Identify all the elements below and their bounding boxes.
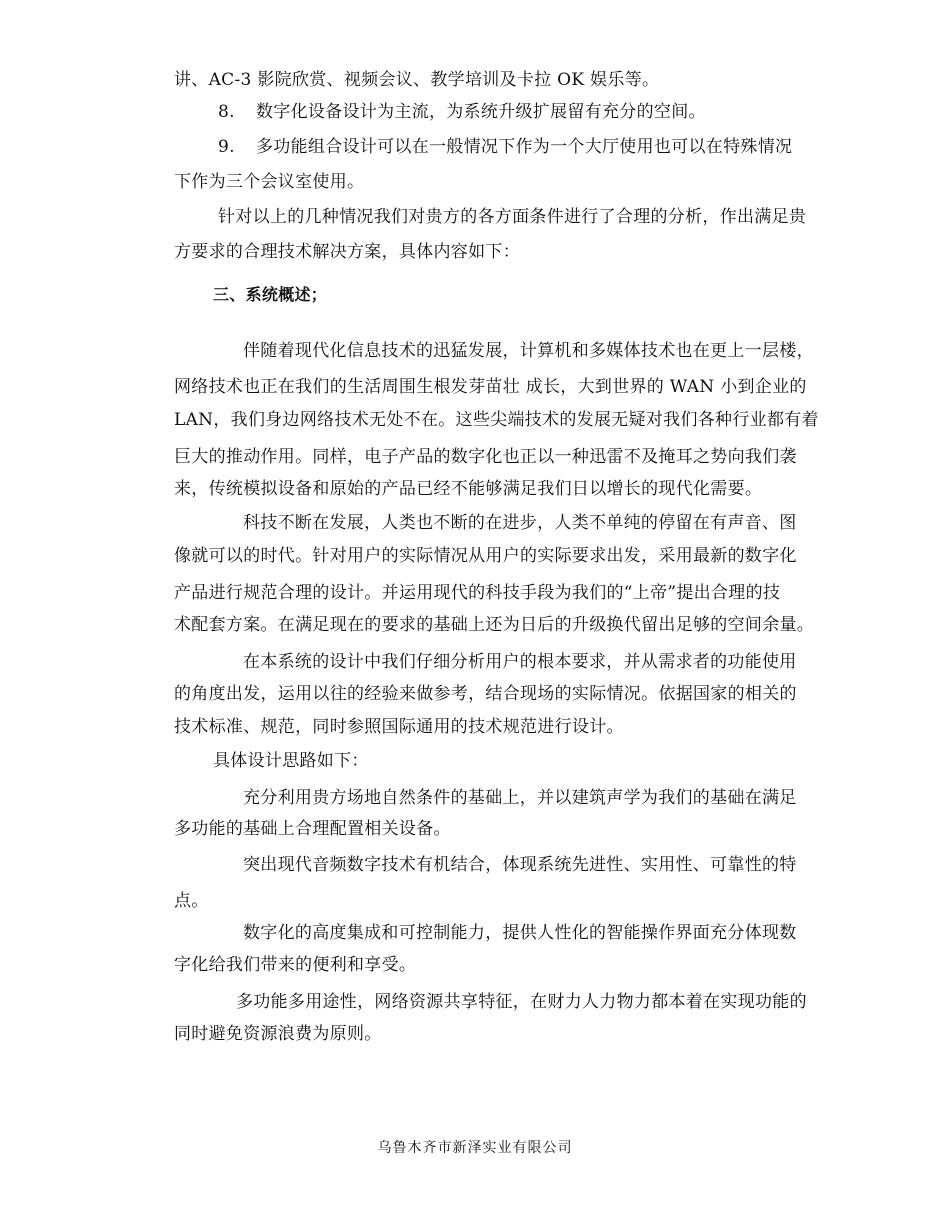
numbered-item-8 [218,101,706,123]
body-text-line: 来，传统模拟设备和原始的产品已经不能够满足我们日以增长的现代化需要。 [174,479,763,499]
item-text: 数字化设备设计为主流，为系统升级扩展留有充分的空间。 [256,102,706,122]
body-text-line: 科技不断在发展，人类也不断的在进步，人类不单纯的停留在有声音、图 [243,513,797,533]
body-text-line: 像就可以的时代。针对用户的实际情况从用户的实际要求出发，采用最新的数字化 [174,546,797,566]
body-text-line: 的角度出发，运用以往的经验来做参考，结合现场的实际情况。依据国家的相关的 [174,684,797,704]
item-text: 多功能组合设计可以在一般情况下作为一个大厅使用也可以在特殊情况 [256,137,793,157]
body-text-line: 字化给我们带来的便利和享受。 [174,955,417,975]
body-text-line: 点。 [174,891,209,911]
body-text-line: 多功能的基础上合理配置相关设备。 [174,819,451,839]
body-text-line: 下作为三个会议室使用。 [174,172,365,192]
body-text-line: LAN，我们身边网络技术无处不在。这些尖端技术的发展无疑对我们各种行业都有着 [174,410,819,430]
body-text-line: 讲、AC-3 影院欣赏、视频会议、教学培训及卡拉 OK 娱乐等。 [174,70,660,90]
page-footer-company: 乌鲁木齐市新泽实业有限公司 [377,1140,573,1156]
body-text-line: 产品进行规范合理的设计。并运用现代的科技手段为我们的“上帝”提出合理的技 [174,583,781,603]
body-text-line: 方要求的合理技术解决方案，具体内容如下： [174,242,520,262]
section-heading: 三、系统概述； [213,285,328,304]
item-number: 9. [218,137,235,157]
body-text-line: 技术标准、规范，同时参照国际通用的技术规范进行设计。 [174,717,624,737]
body-text-line: 数字化的高度集成和可控制能力，提供人性化的智能操作界面充分体现数 [243,923,797,943]
item-number: 8. [218,102,235,122]
body-text-line: 具体设计思路如下： [213,751,369,771]
body-text-line: 突出现代音频数字技术有机结合，体现系统先进性、实用性、可靠性的特 [243,855,797,875]
body-text-line: 术配套方案。在满足现在的要求的基础上还为日后的升级换代留出足够的空间余量。 [174,615,815,635]
body-text-line: 针对以上的几种情况我们对贵方的各方面条件进行了合理的分析，作出满足贵 [218,207,807,227]
body-text-line: 伴随着现代化信息技术的迅猛发展，计算机和多媒体技术也在更上一层楼， [243,341,814,361]
body-text-line: 同时避免资源浪费为原则。 [174,1024,382,1044]
numbered-item-9 [218,136,792,158]
body-text-line: 在本系统的设计中我们仔细分析用户的根本要求，并从需求者的功能使用 [243,652,797,672]
body-text-line: 多功能多用途性，网络资源共享特征，在财力人力物力都本着在实现功能的 [236,992,807,1012]
body-text-line: 充分利用贵方场地自然条件的基础上，并以建筑声学为我们的基础在满足 [243,788,797,808]
body-text-line: 网络技术也正在我们的生活周围生根发芽苗壮 成长，大到世界的 WAN 小到企业的 [174,377,807,397]
body-text-line: 巨大的推动作用。同样，电子产品的数字化也正以一种迅雷不及掩耳之势向我们袭 [174,447,797,467]
